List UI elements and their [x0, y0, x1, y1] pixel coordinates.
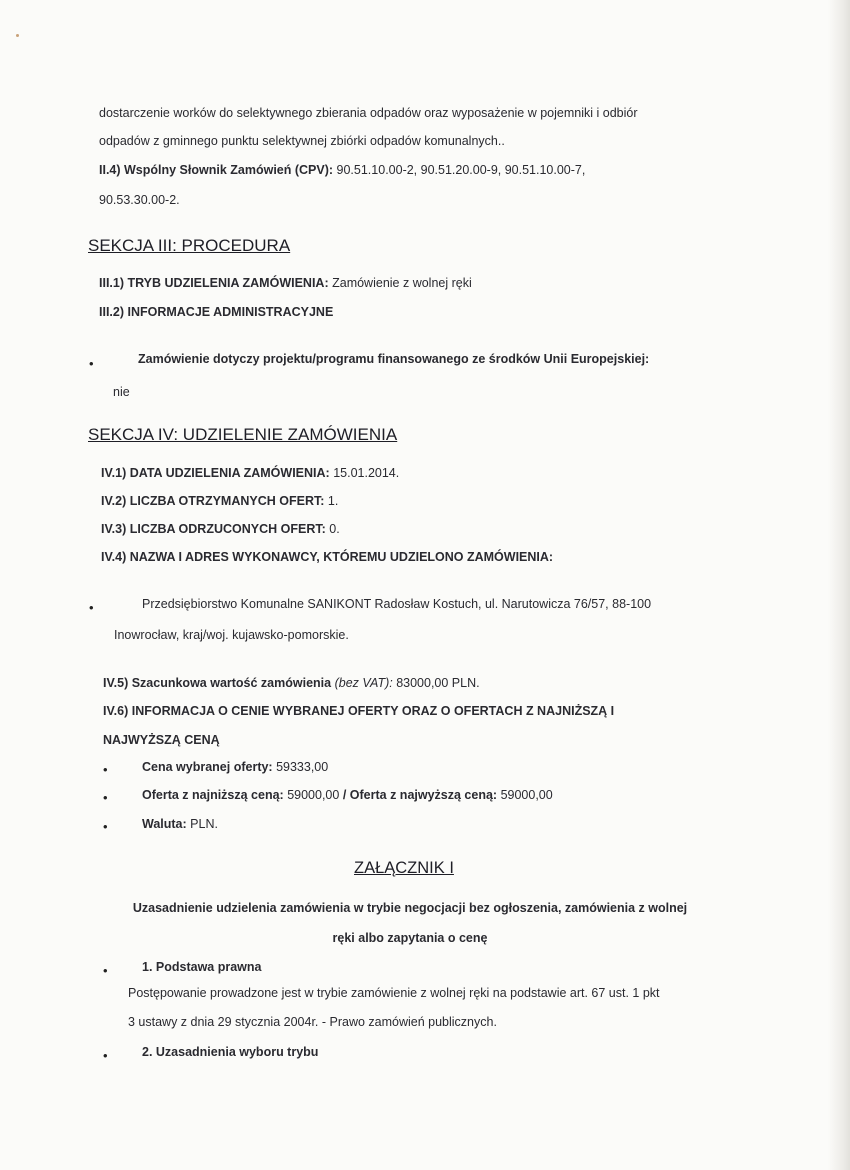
legal-basis-line-1: Postępowanie prowadzone jest w trybie zamówienie z wolnej ręki na podstawie art. 67 ust. 1 pkt: [128, 986, 660, 1000]
currency-value: PLN.: [190, 817, 218, 831]
lowest-highest-offer: [142, 788, 553, 802]
legal-basis-line-2: 3 ustawy z dnia 29 stycznia 2004r. - Prawo zamówień publicznych.: [128, 1015, 497, 1029]
contractor-label: IV.4) NAZWA I ADRES WYKONAWCY, KTÓREMU UDZIELONO ZAMÓWIENIA:: [101, 550, 554, 564]
contractor-line-2: Inowrocław, kraj/woj. kujawsko-pomorskie.: [114, 628, 349, 642]
estimated-value-amount: 83000,00 PLN.: [396, 676, 480, 690]
contractor-line-1: Przedsiębiorstwo Komunalne SANIKONT Radosław Kostuch, ul. Narutowicza 76/57, 88-100: [142, 597, 652, 611]
award-date-label: IV.1) DATA UDZIELENIA ZAMÓWIENIA:: [101, 466, 330, 480]
offers-received: [101, 494, 338, 508]
justification-line-2: ręki albo zapytania o cenę: [332, 931, 488, 945]
cpv-value-cont: 90.53.30.00-2.: [99, 193, 180, 207]
lowest-offer-value: 59000,00: [287, 788, 340, 802]
offers-received-label: IV.2) LICZBA OTRZYMANYCH OFERT:: [101, 494, 325, 508]
eu-funding-label: Zamówienie dotyczy projektu/programu finansowanego ze środków Unii Europejskiej:: [138, 352, 650, 366]
bullet: •: [89, 356, 94, 371]
scan-page-edge: [828, 0, 850, 1170]
cpv-value: 90.51.10.00-2, 90.51.20.00-9, 90.51.10.00-7,: [336, 163, 586, 177]
bullet: •: [89, 600, 94, 615]
annex-heading: ZAŁĄCZNIK I: [354, 859, 454, 877]
chosen-price-value: 59333,00: [276, 760, 329, 774]
estimated-value-note: (bez VAT):: [334, 676, 393, 690]
offers-rejected: [101, 522, 340, 536]
chosen-price-label: Cena wybranej oferty:: [142, 760, 273, 774]
section-4-heading: SEKCJA IV: UDZIELENIE ZAMÓWIENIA: [88, 425, 398, 444]
justification-line-1: Uzasadnienie udzielenia zamówienia w trybie negocjacji bez ogłoszenia, zamówienia z wolnej: [132, 901, 688, 915]
bullet: •: [103, 1048, 108, 1063]
legal-basis-label: 1. Podstawa prawna: [142, 960, 262, 974]
highest-offer-value: 59000,00: [500, 788, 553, 802]
estimated-value: [103, 676, 480, 690]
award-date: [101, 466, 399, 480]
estimated-value-label: IV.5) Szacunkowa wartość zamówienia: [103, 676, 332, 690]
continuation-line-1: dostarczenie worków do selektywnego zbierania odpadów oraz wyposażenie w pojemniki i odbiór: [99, 106, 638, 120]
section-3-heading: SEKCJA III: PROCEDURA: [88, 236, 291, 255]
cpv-label: II.4) Wspólny Słownik Zamówień (CPV):: [99, 163, 334, 177]
offer-separator: /: [342, 788, 347, 802]
award-date-value: 15.01.2014.: [333, 466, 400, 480]
continuation-line-2: odpadów z gminnego punktu selektywnej zbiórki odpadów komunalnych..: [99, 134, 505, 148]
procedure-type: [99, 276, 472, 290]
chosen-price: [142, 760, 328, 774]
bullet: •: [103, 819, 108, 834]
currency-label: Waluta:: [142, 817, 187, 831]
price-info-label-line-2: NAJWYŻSZĄ CENĄ: [103, 733, 220, 747]
offers-rejected-label: IV.3) LICZBA ODRZUCONYCH OFERT:: [101, 522, 326, 536]
currency: [142, 817, 218, 831]
bullet: •: [103, 963, 108, 978]
bullet: •: [103, 762, 108, 777]
highest-offer-label: Oferta z najwyższą ceną:: [349, 788, 498, 802]
procedure-type-value: Zamówienie z wolnej ręki: [332, 276, 472, 290]
eu-funding-value: nie: [113, 385, 130, 399]
scan-speck: [16, 34, 19, 37]
procedure-choice-label: 2. Uzasadnienia wyboru trybu: [142, 1045, 319, 1059]
offers-rejected-value: 0.: [329, 522, 340, 536]
bullet: •: [103, 790, 108, 805]
procedure-type-label: III.1) TRYB UDZIELENIA ZAMÓWIENIA:: [99, 276, 329, 290]
cpv-line: [99, 163, 585, 177]
offers-received-value: 1.: [327, 494, 339, 508]
lowest-offer-label: Oferta z najniższą ceną:: [142, 788, 284, 802]
admin-info-label: III.2) INFORMACJE ADMINISTRACYJNE: [99, 305, 334, 319]
price-info-label-line-1: IV.6) INFORMACJA O CENIE WYBRANEJ OFERTY ORAZ O OFERTACH Z NAJNIŻSZĄ I: [103, 704, 615, 718]
